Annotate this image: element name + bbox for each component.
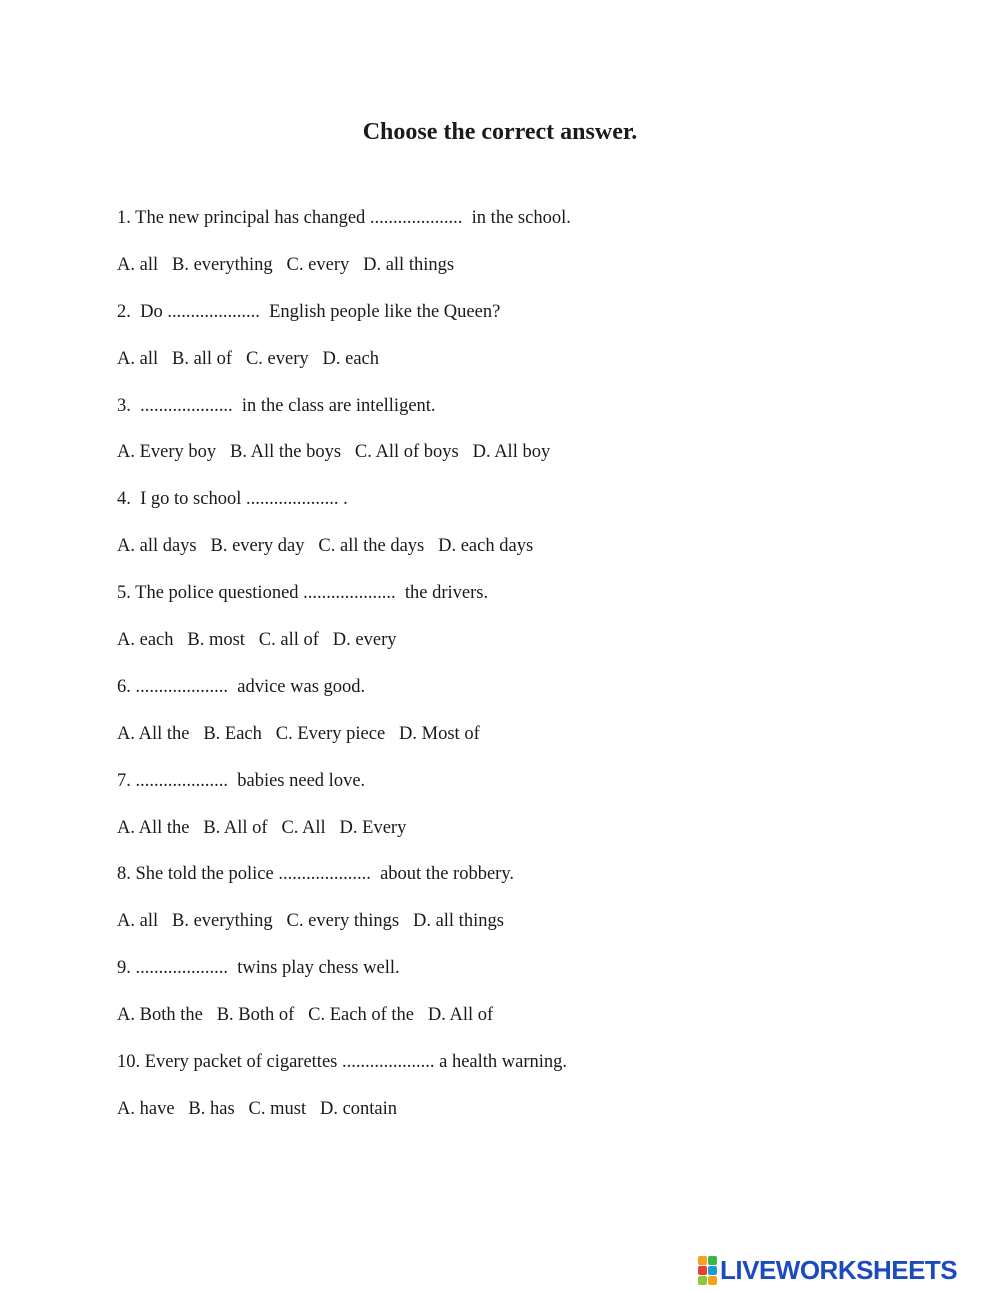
- options-8: A. all B. everything C. every things D. all things: [117, 911, 504, 932]
- question-1: 1. The new principal has changed .................... in the school.: [117, 208, 571, 228]
- options-9: A. Both the B. Both of C. Each of the D. All of: [117, 1005, 494, 1026]
- brand-name: LIVEWORKSHEETS: [720, 1255, 958, 1285]
- logo-block: [698, 1256, 707, 1265]
- logo-block: [698, 1266, 707, 1275]
- logo-block: [708, 1256, 717, 1265]
- options-10: A. have B. has C. must D. contain: [117, 1098, 398, 1119]
- options-3: A. Every boy B. All the boys C. All of boys D. All boy: [117, 442, 551, 463]
- liveworksheets-brand: [698, 1255, 957, 1285]
- logo-block: [708, 1266, 717, 1275]
- question-3: 3. .................... in the class are intelligent.: [117, 395, 436, 416]
- page-title: Choose the correct answer.: [362, 119, 638, 145]
- question-5: 5. The police questioned .................... the drivers.: [117, 583, 489, 604]
- question-2: 2. Do .................... English people like the Queen?: [117, 301, 501, 322]
- logo-block: [698, 1276, 707, 1285]
- question-10: 10. Every packet of cigarettes .................... a health warning.: [117, 1052, 568, 1073]
- question-7: 7. .................... babies need love.: [117, 770, 366, 791]
- question-6: 6. .................... advice was good.: [117, 676, 366, 697]
- logo-block: [708, 1276, 717, 1285]
- liveworksheets-logo-icon: [698, 1256, 717, 1285]
- question-list: [117, 203, 917, 1141]
- options-4: A. all days B. every day C. all the days D. each days: [117, 536, 534, 557]
- options-5: A. each B. most C. all of D. every: [117, 630, 397, 651]
- options-2: A. all B. all of C. every D. each: [117, 348, 380, 369]
- question-4: 4. I go to school .................... .: [117, 489, 348, 510]
- question-9: 9. .................... twins play chess well.: [117, 958, 400, 979]
- options-7: A. All the B. All of C. All D. Every: [117, 817, 407, 838]
- question-8: 8. She told the police .................... about the robbery.: [117, 864, 514, 885]
- options-6: A. All the B. Each C. Every piece D. Most of: [117, 723, 480, 744]
- options-1: A. all B. everything C. every D. all things: [117, 254, 455, 275]
